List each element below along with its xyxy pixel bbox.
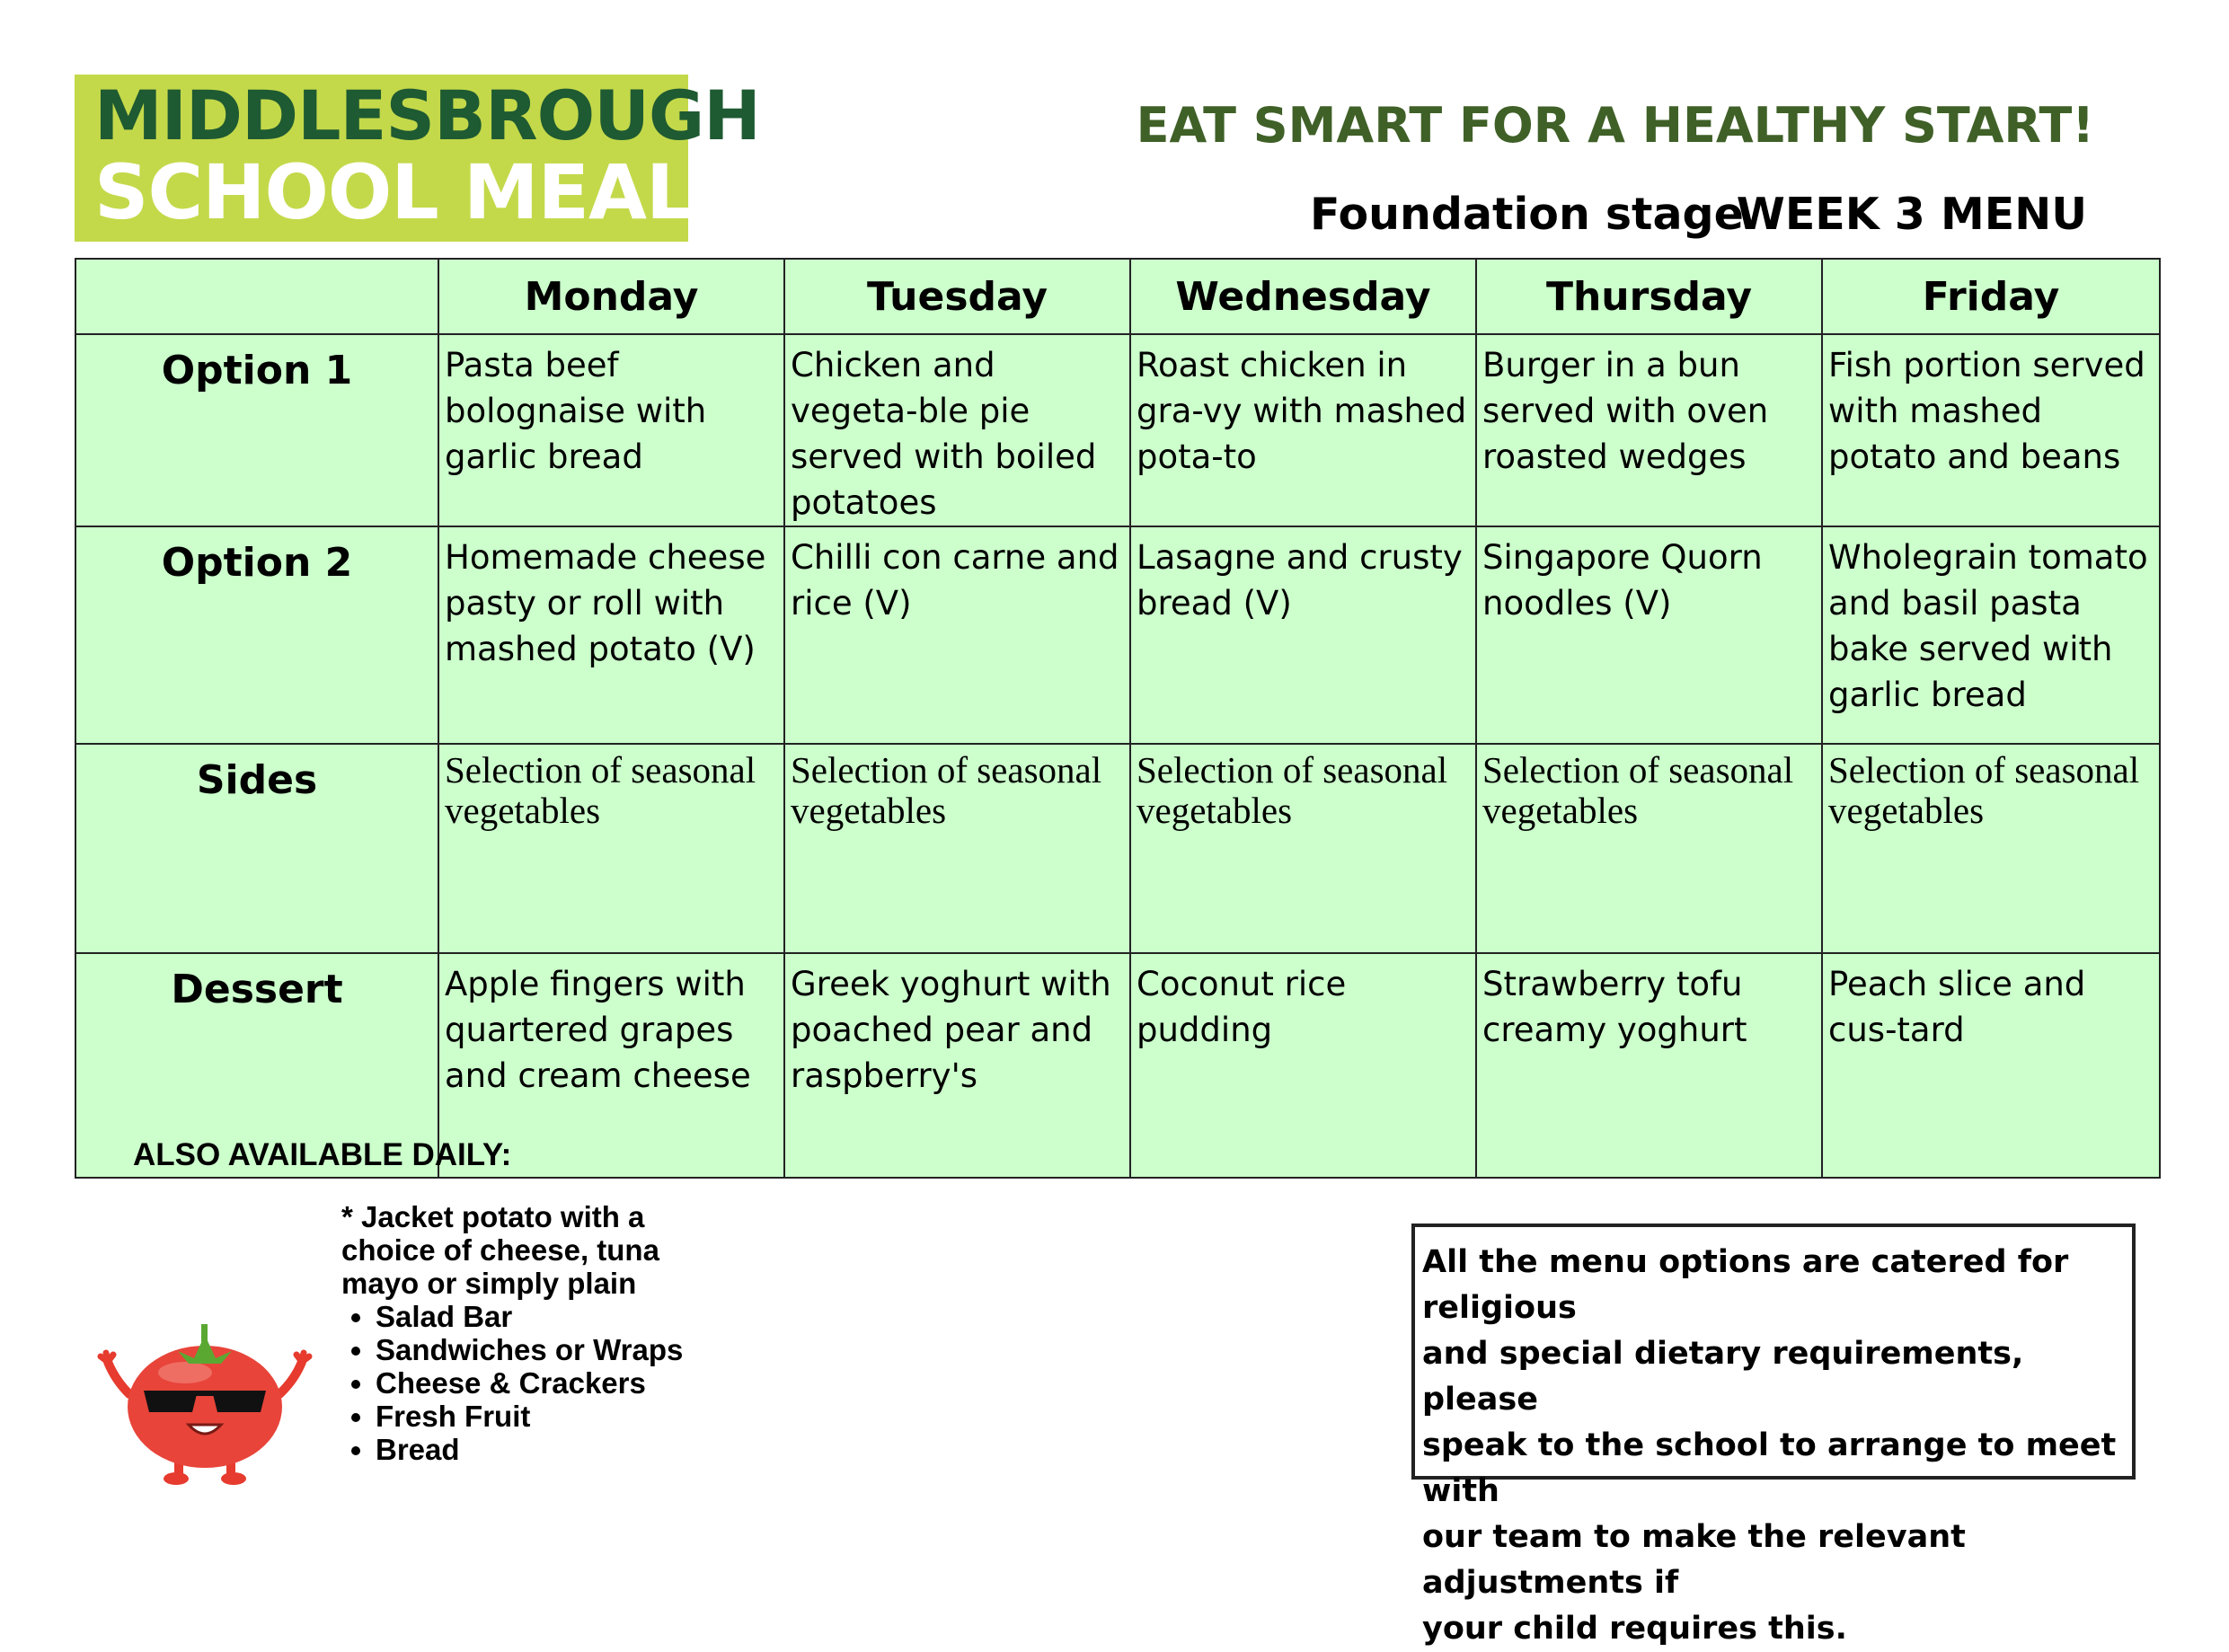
logo-line-1: MIDDLESBROUGH <box>94 75 760 155</box>
menu-cell: Greek yoghurt with poached pear and raspberry's <box>784 953 1130 1178</box>
logo-line-2: SCHOOL MEALS <box>94 148 747 236</box>
also-available-title: ALSO AVAILABLE DAILY: <box>133 1137 512 1172</box>
menu-cell: Pasta beef bolognaise with garlic bread <box>438 334 784 526</box>
dietary-notice: All the menu options are catered for religious and special dietary requirements, please speak to the school to arrange to meet with our team to make the relevant adjustments if your child requires this. <box>1411 1224 2136 1480</box>
tomato-mascot-icon <box>95 1308 315 1492</box>
day-header: Monday <box>438 259 784 334</box>
row-label: Option 2 <box>75 526 438 744</box>
day-header: Wednesday <box>1130 259 1476 334</box>
menu-cell: Selection of seasonal vegetables <box>784 744 1130 953</box>
list-item: • Fresh Fruit <box>376 1400 683 1433</box>
menu-row <box>75 526 2160 744</box>
menu-cell: Selection of seasonal vegetables <box>1476 744 1822 953</box>
row-label: Option 1 <box>75 334 438 526</box>
list-item: • Sandwiches or Wraps <box>376 1333 683 1366</box>
tagline: EAT SMART FOR A HEALTHY START! <box>1136 97 2094 154</box>
menu-cell: Burger in a bun served with oven roasted wedges <box>1476 334 1822 526</box>
menu-cell: Chilli con carne and rice (V) <box>784 526 1130 744</box>
menu-cell: Selection of seasonal vegetables <box>1822 744 2160 953</box>
menu-cell: Roast chicken in gra-vy with mashed pota-to <box>1130 334 1476 526</box>
menu-row <box>75 334 2160 526</box>
menu-cell: Peach slice and cus-tard <box>1822 953 2160 1178</box>
menu-cell: Singapore Quorn noodles (V) <box>1476 526 1822 744</box>
also-available-list <box>341 1300 683 1466</box>
menu-cell: Fish portion served with mashed potato and beans <box>1822 334 2160 526</box>
menu-cell: Coconut rice pudding <box>1130 953 1476 1178</box>
menu-row <box>75 744 2160 953</box>
header-row <box>75 259 2160 334</box>
menu-cell: Homemade cheese pasty or roll with mashed potato (V) <box>438 526 784 744</box>
school-meals-logo <box>75 75 760 242</box>
menu-cell: Wholegrain tomato and basil pasta bake served with garlic bread <box>1822 526 2160 744</box>
day-header: Friday <box>1822 259 2160 334</box>
corner-cell <box>75 259 438 334</box>
menu-table <box>75 258 2161 1179</box>
also-available-block <box>341 1200 683 1466</box>
list-item: • Bread <box>376 1433 683 1466</box>
row-label: Dessert <box>75 953 438 1178</box>
day-header: Tuesday <box>784 259 1130 334</box>
day-header: Thursday <box>1476 259 1822 334</box>
stage-label: Foundation stage <box>1310 189 1744 240</box>
jacket-potato-note: * Jacket potato with a choice of cheese, tuna mayo or simply plain <box>341 1200 659 1300</box>
menu-cell: Chicken and vegeta-ble pie served with boiled potatoes <box>784 334 1130 526</box>
list-item: • Salad Bar <box>376 1300 683 1333</box>
menu-cell: Strawberry tofu creamy yoghurt <box>1476 953 1822 1178</box>
week-label: WEEK 3 MENU <box>1736 189 2087 240</box>
menu-cell: Selection of seasonal vegetables <box>1130 744 1476 953</box>
menu-cell: Apple fingers with quartered grapes and cream cheese <box>438 953 784 1178</box>
menu-cell: Selection of seasonal vegetables <box>438 744 784 953</box>
list-item: • Cheese & Crackers <box>376 1366 683 1400</box>
row-label: Sides <box>75 744 438 953</box>
menu-cell: Lasagne and crusty bread (V) <box>1130 526 1476 744</box>
